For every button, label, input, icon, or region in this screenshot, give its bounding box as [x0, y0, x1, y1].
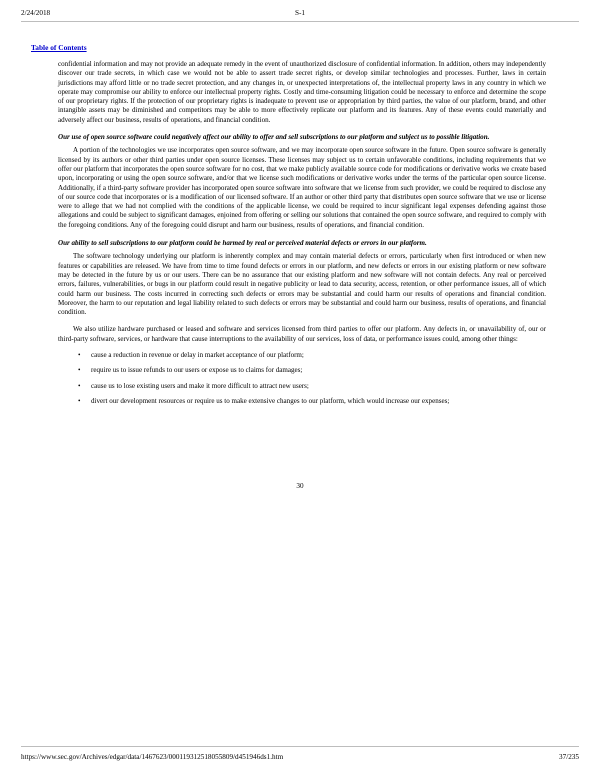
- list-item-text: cause a reduction in revenue or delay in market acceptance of our platform;: [91, 351, 304, 360]
- footer-rule: [21, 746, 579, 747]
- footer-url: https://www.sec.gov/Archives/edgar/data/1467623/000119312518055809/d451946ds1.htm: [21, 753, 284, 761]
- bullet-icon: •: [78, 351, 81, 360]
- list-item: [58, 397, 546, 406]
- table-of-contents-link[interactable]: Table of Contents: [31, 43, 87, 52]
- header-date: 2/24/2018: [21, 9, 51, 17]
- header-rule: [21, 21, 579, 22]
- list-item: [58, 351, 546, 360]
- list-item-text: cause us to lose existing users and make it more difficult to attract new users;: [91, 381, 309, 390]
- list-item-text: divert our development resources or require us to make extensive changes to our platform, which would increase our expenses;: [91, 396, 450, 405]
- paragraph-trade-secrets: confidential information and may not provide an adequate remedy in the event of unauthorized disclosure of confidential information. In addition, others may independently discover our trade secrets, in which case we would not be able to assert trade secret rights, or develop similar technologies and processes. Further, laws in certain jurisdictions may afford little or no trade secret protection, and any changes in, or unexpected interpretations of, the intellectual property laws in any country in which we operate may compromise our ability to enforce our intellectual property rights. Costly and time-consuming litigation could be necessary to enforce and determine the scope of our proprietary rights. If the protection of our proprietary rights is inadequate to prevent use or appropriation by third parties, the value of our platform, brand, and other intangible assets may be diminished and competitors may be able to more effectively replicate our platform and its features. Any of these events could materially and adversely affect our business, results of operations, and financial condition.: [58, 60, 546, 124]
- bullet-icon: •: [78, 396, 81, 405]
- document-body: [58, 60, 546, 412]
- list-item: [58, 366, 546, 375]
- footer-page-count: 37/235: [559, 753, 579, 761]
- risk-heading-open-source: Our use of open source software could negatively affect our ability to offer and sell subscriptions to our platform and subject us to possible litigation.: [58, 133, 490, 142]
- page-number: 30: [296, 482, 304, 490]
- bullet-icon: •: [78, 381, 81, 390]
- risk-heading-defects: Our ability to sell subscriptions to our platform could be harmed by real or perceived material defects or errors in our platform.: [58, 239, 427, 248]
- paragraph-open-source: A portion of the technologies we use incorporates open source software, and we may incorporate open source software in the future. Open source software is generally licensed by its authors or other third parties under open source licenses. These licenses may subject us to certain unfavorable conditions, including requirements that we offer our platform that incorporates the open source software for no cost, that we make publicly available source code for modifications or derivative works we create based upon, incorporating or using the open source software, and/or that we license such modifications or derivative works under the terms of the particular open source license. Additionally, if a third-party software provider has incorporated open source software into software that we license from such provider, we could be required to disclose any of our source code that incorporates or is a modification of our licensed software. If an author or other third party that distributes open source software that we use or license were to allege that we had not complied with the conditions of the applicable license, we could be required to incur significant legal expenses defending against those allegations and could be subject to significant damages, enjoined from offering or selling our solutions that contained the open source software, and required to comply with the foregoing conditions. Any of the foregoing could disrupt and harm our business, results of operations, and financial condition.: [58, 146, 546, 229]
- paragraph-hardware: We also utilize hardware purchased or leased and software and services licensed from third parties to offer our platform. Any defects in, or unavailability of, our or third-party software, services, or hardware that cause interruptions to the availability of our services, loss of data, or performance issues could, among other things:: [58, 325, 546, 343]
- list-item: [58, 382, 546, 391]
- bullet-icon: •: [78, 366, 81, 375]
- paragraph-defects: The software technology underlying our platform is inherently complex and may contain material defects or errors, particularly when first introduced or when new features or capabilities are released. We have from time to time found defects or errors in our platform, and new defects or errors in our existing platform or new software may be detected in the future by us or our users. There can be no assurance that our existing platform and new software will not contain defects. Any real or perceived errors, failures, vulnerabilities, or bugs in our platform could result in negative publicity or lead to data security, access, retention, or other performance issues, all of which could harm our business. The costs incurred in correcting such defects or errors may be substantial and could harm our results of operations and financial condition. Moreover, the harm to our reputation and legal liability related to such defects or errors may be substantial and could harm our business, results of operations, and financial condition.: [58, 252, 546, 317]
- list-item-text: require us to issue refunds to our users or expose us to claims for damages;: [91, 366, 303, 375]
- consequence-list: [58, 351, 546, 406]
- header-title: S-1: [295, 9, 305, 17]
